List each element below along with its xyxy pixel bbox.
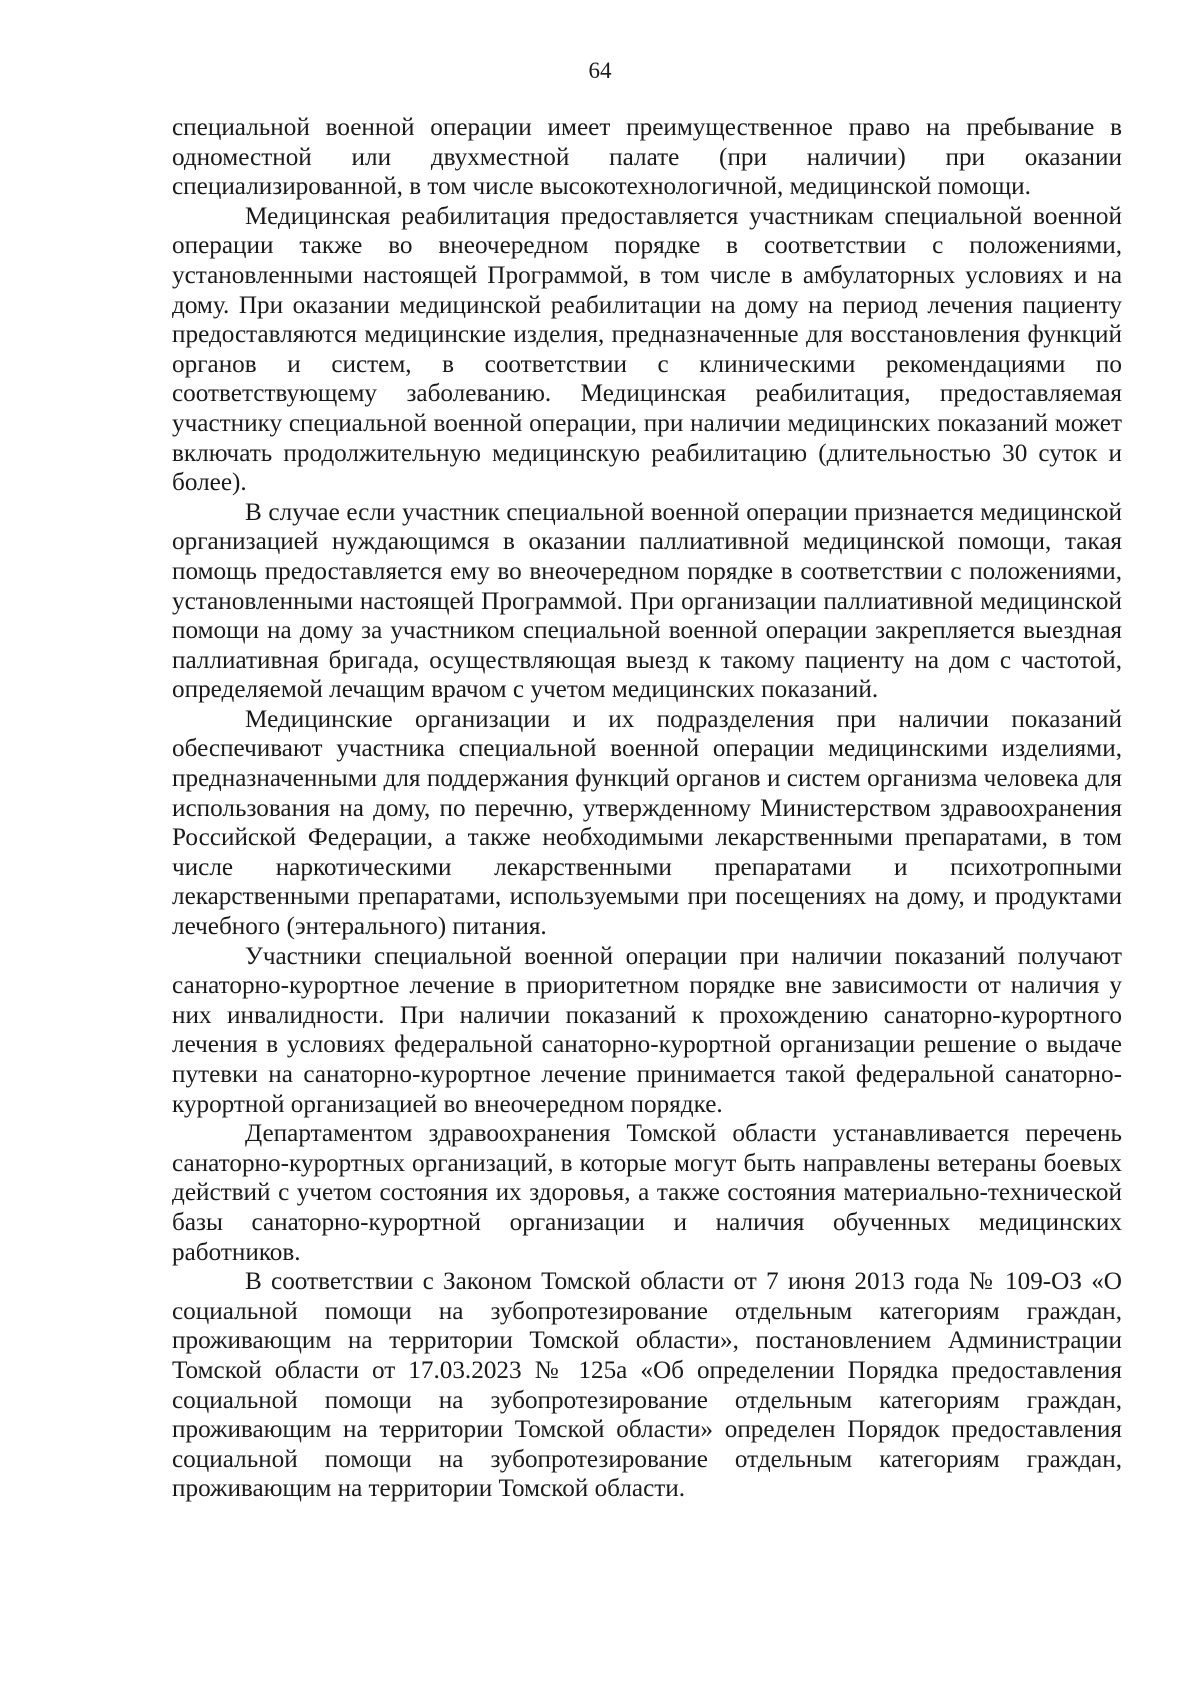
page-number: 64	[588, 58, 612, 83]
paragraph-medical-rehabilitation: Медицинская реабилитация предоставляется участникам специальной военной операции также во внеочередном порядке в соответствии с положениями, установленными настоящей Программой, в том числе в амбулаторных условиях и на дому. При оказании медицинской реабилитации на дому на период лечения пациенту предоставляются медицинские изделия, предназначенные для восстановления функций органов и систем, в соответствии с клиническими рекомендациями по соответствующему заболеванию. Медицинская реабилитация, предоставляемая участнику специальной военной операции, при наличии медицинских показаний может включать продолжительную медицинскую реабилитацию (длительностью 30 суток и более).	[172, 202, 1122, 497]
paragraph-sanatorium-list: Департаментом здравоохранения Томской области устанавливается перечень санаторно-курортных организаций, в которые могут быть направлены ветераны боевых действий с учетом состояния их здоровья, а также состояния материально-технической базы санаторно-курортной организации и наличия обученных медицинских работников.	[172, 1120, 1122, 1266]
paragraph-palliative-care: В случае если участник специальной военной операции признается медицинской организацией нуждающимся в оказании паллиативной медицинской помощи, такая помощь предоставляется ему во внеочередном порядке в соответствии с положениями, установленными настоящей Программой. При организации паллиативной медицинской помощи на дому за участником специальной военной операции закрепляется выездная паллиативная бригада, осуществляющая выезд к такому пациенту на дом с частотой, определяемой лечащим врачом с учетом медицинских показаний.	[172, 498, 1122, 704]
paragraph-medical-devices: Медицинские организации и их подразделения при наличии показаний обеспечивают участника специальной военной операции медицинскими изделиями, предназначенными для поддержания функций органов и систем организма человека для использования на дому, по перечню, утвержденному Министерством здравоохранения Российской Федерации, а также необходимыми лекарственными препаратами, в том числе наркотическими лекарственными препаратами и психотропными лекарственными препаратами, используемыми при посещениях на дому, и продуктами лечебного (энтерального) питания.	[172, 705, 1122, 941]
document-body	[172, 113, 1122, 1504]
paragraph-continuation: специальной военной операции имеет преимущественное право на пребывание в одноместной или двухместной палате (при наличии) при оказании специализированной, в том числе высокотехнологичной, медицинской помощи.	[172, 114, 1122, 201]
paragraph-sanatorium-treatment: Участники специальной военной операции при наличии показаний получают санаторно-курортное лечение в приоритетном порядке вне зависимости от наличия у них инвалидности. При наличии показаний к прохождению санаторно-курортного лечения в условиях федеральной санаторно-курортной организации решение о выдаче путевки на санаторно-курортное лечение принимается такой федеральной санаторно-курортной организацией во внеочередном порядке.	[172, 942, 1122, 1118]
paragraph-dental-prosthetics: В соответствии с Законом Томской области от 7 июня 2013 года № 109-ОЗ «О социальной помощи на зубопротезирование отдельным категориям граждан, проживающим на территории Томской области», постановлением Администрации Томской области от 17.03.2023 № 125а «Об определении Порядка предоставления социальной помощи на зубопротезирование отдельным категориям граждан, проживающим на территории Томской области» определен Порядок предоставления социальной помощи на зубопротезирование отдельным категориям граждан, проживающим на территории Томской области.	[172, 1268, 1122, 1503]
